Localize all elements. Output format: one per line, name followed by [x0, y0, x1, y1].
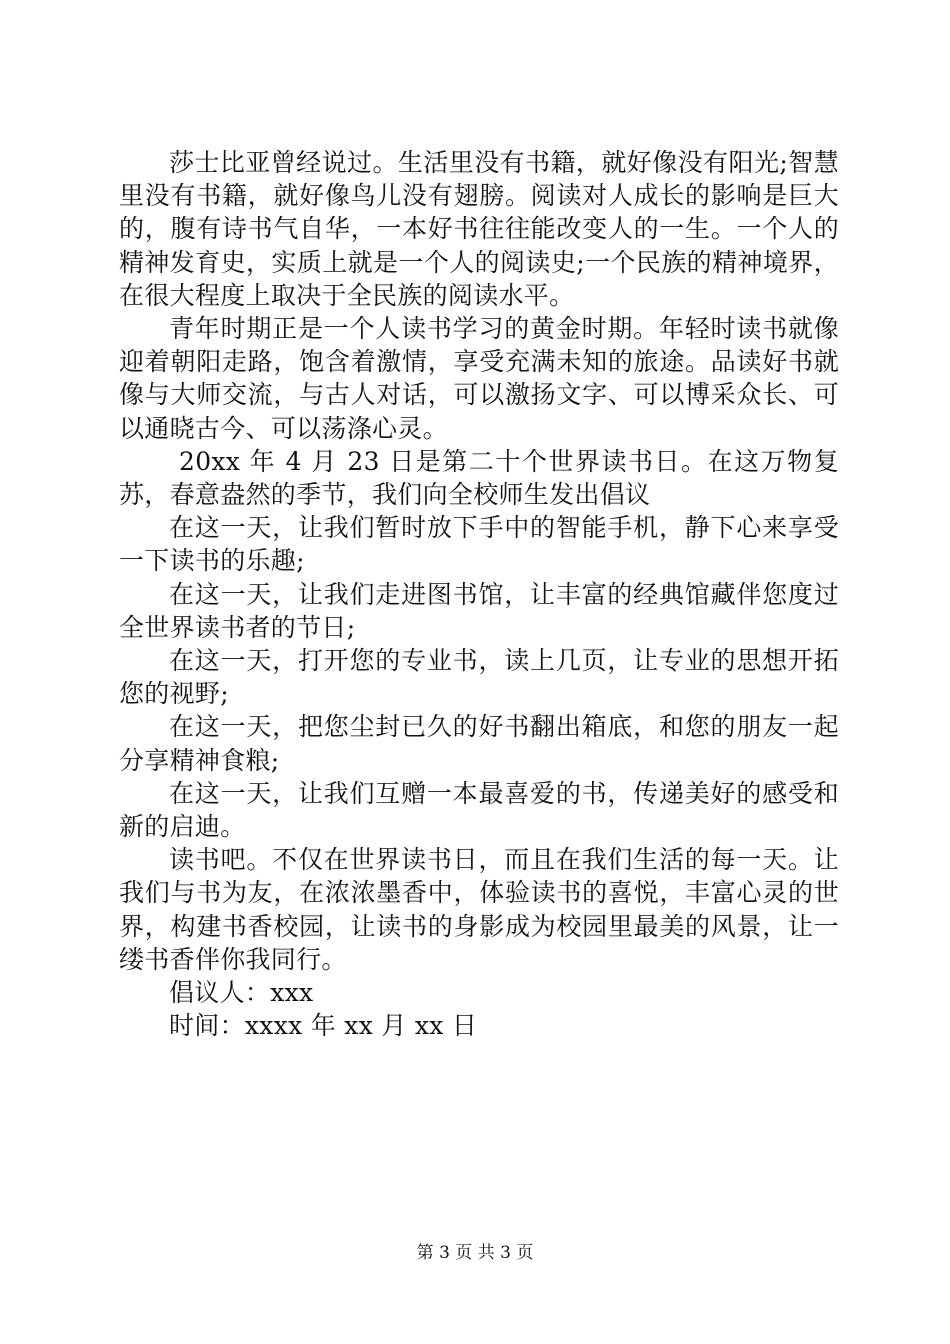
document-body: [119, 146, 839, 1042]
date-line: 时间：xxxx 年 xx 月 xx 日: [169, 1011, 478, 1041]
paragraph-reading-day: 20xx 年 4 月 23 日是第二十个世界读书日。在这万物复苏，春意盎然的季节，我们向全校师生发出倡议: [119, 446, 839, 510]
paragraph-proposal-4: 在这一天，把您尘封已久的好书翻出箱底，和您的朋友一起分享精神食粮;: [119, 712, 839, 775]
paragraph-proposal-5: 在这一天，让我们互赠一本最喜爱的书，传递美好的感受和新的启迪。: [119, 778, 839, 842]
proposer-line: 倡议人：xxx: [169, 978, 314, 1008]
paragraph-proposal-2: 在这一天，让我们走进图书馆，让丰富的经典馆藏伴您度过全世界读书者的节日;: [119, 579, 839, 642]
paragraph-proposal-1: 在这一天，让我们暂时放下手中的智能手机，静下心来享受一下读书的乐趣;: [119, 513, 839, 576]
paragraph-proposal-3: 在这一天，打开您的专业书，读上几页，让专业的思想开拓您的视野;: [119, 646, 839, 709]
paragraph-closing: 读书吧。不仅在世界读书日，而且在我们生活的每一天。让我们与书为友，在浓浓墨香中，体验读书的喜悦，丰富心灵的世界，构建书香校园，让读书的身影成为校园里最美的风景，让一缕书香伴你我同行。: [119, 845, 839, 974]
paragraph-intro: 莎士比亚曾经说过。生活里没有书籍，就好像没有阳光;智慧里没有书籍，就好像鸟儿没有翅膀。阅读对人成长的影响是巨大的，腹有诗书气自华，一本好书往往能改变人的一生。一个人的精神发育史，实质上就是一个人的阅读史;一个民族的精神境界，在很大程度上取决于全民族的阅读水平。: [119, 148, 839, 310]
paragraph-youth: 青年时期正是一个人读书学习的黄金时期。年轻时读书就像迎着朝阳走路，饱含着激情，享受充满未知的旅途。品读好书就像与大师交流，与古人对话，可以激扬文字、可以博采众长、可以通晓古今、可以荡涤心灵。: [119, 314, 839, 443]
page-footer: 第 3 页 共 3 页: [416, 1243, 534, 1263]
